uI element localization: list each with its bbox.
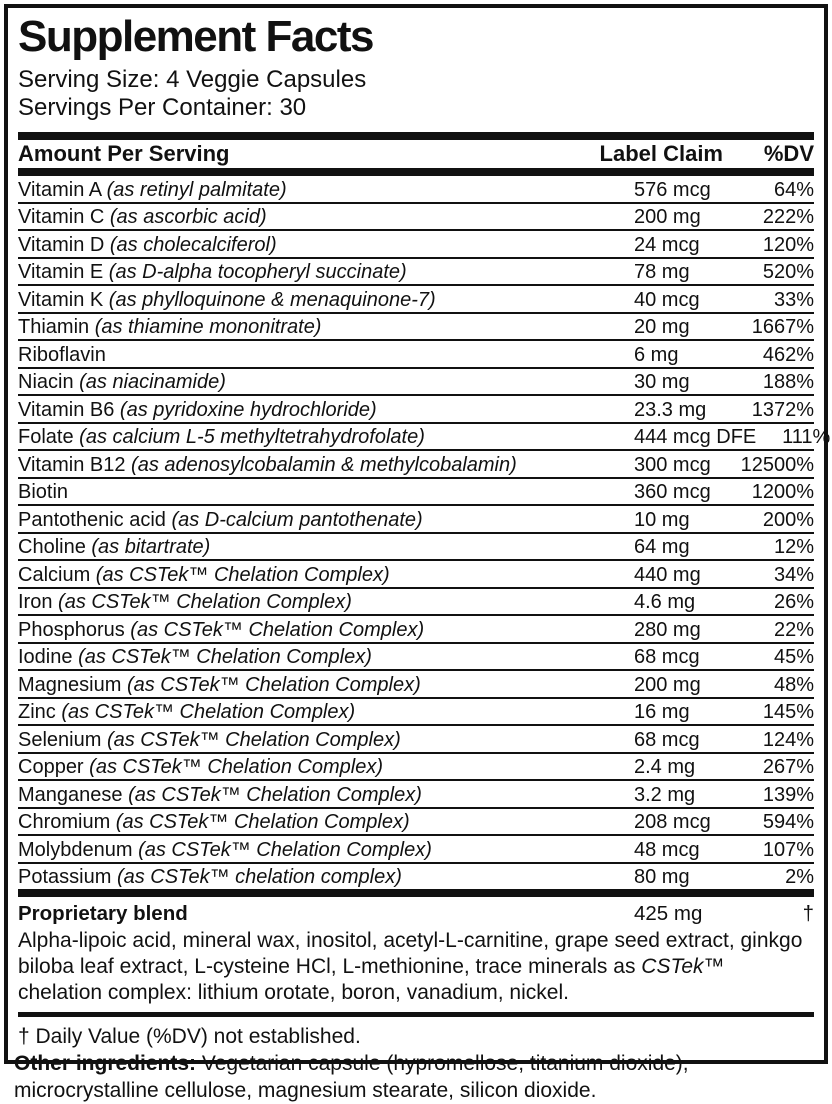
table-row xyxy=(18,809,814,837)
nutrient-name-cell xyxy=(18,535,634,559)
nutrient-name-cell xyxy=(18,590,634,614)
nutrient-amount: 64 mg xyxy=(634,536,690,558)
nutrient-amount: 78 mg xyxy=(634,261,690,283)
nutrient-name-cell xyxy=(18,425,634,449)
serving-size: Serving Size: 4 Veggie Capsules xyxy=(18,66,367,93)
nutrient-dv: 12500% xyxy=(740,453,814,476)
nutrient-source: (as CSTek™ Chelation Complex) xyxy=(126,673,421,696)
nutrient-name-cell xyxy=(18,398,634,422)
nutrient-dv: 26% xyxy=(773,591,814,613)
nutrient-name: Manganese xyxy=(18,783,129,806)
nutrient-amount: 40 mcg xyxy=(634,288,700,311)
nutrient-source: (as cholecalciferol) xyxy=(109,233,277,256)
nutrient-dv: 34% xyxy=(773,563,814,586)
table-header-row xyxy=(18,140,814,168)
nutrient-name: Vitamin E xyxy=(18,261,109,283)
header-label-claim: Label Claim xyxy=(599,141,723,166)
nutrient-name-cell xyxy=(18,838,634,862)
nutrient-amount: 300 mcg xyxy=(634,453,711,476)
nutrient-name: Copper xyxy=(18,756,90,778)
table-row xyxy=(18,231,814,259)
nutrient-name-cell xyxy=(18,563,634,587)
nutrient-amount: 48 mcg xyxy=(634,838,700,861)
table-row xyxy=(18,204,814,232)
nutrient-source: (as bitartrate) xyxy=(91,536,211,558)
nutrient-amount: 23.3 mg xyxy=(634,398,707,421)
nutrient-source: (as CSTek™ Chelation Complex) xyxy=(128,783,422,806)
nutrient-source: (as CSTek™ Chelation Complex) xyxy=(130,618,425,641)
proprietary-blend-row xyxy=(18,897,814,926)
nutrient-amount: 280 mg xyxy=(634,618,701,641)
table-row xyxy=(18,561,814,589)
nutrient-name: Biotin xyxy=(18,481,69,503)
nutrient-source: (as phylloquinone & menaquinone-7) xyxy=(108,288,436,311)
nutrient-amount: 6 mg xyxy=(634,343,679,366)
nutrient-amount: 24 mcg xyxy=(634,233,700,256)
nutrient-source: (as CSTek™ Chelation Complex) xyxy=(95,563,390,586)
nutrient-rows xyxy=(18,176,831,891)
nutrient-name: Zinc xyxy=(18,701,62,723)
nutrient-dv: 594% xyxy=(762,811,814,833)
nutrient-dv: 12% xyxy=(773,536,814,558)
nutrient-source: (as D-alpha tocopheryl succinate) xyxy=(108,261,407,283)
nutrient-name-cell xyxy=(18,783,634,807)
table-row xyxy=(18,864,814,892)
nutrient-name-cell xyxy=(18,865,634,889)
nutrient-source: (as CSTek™ chelation complex) xyxy=(116,866,402,888)
nutrient-name-cell xyxy=(18,178,634,202)
table-row xyxy=(18,506,814,534)
blend-description-pre: Alpha-lipoic acid, mineral wax, inositol, acetyl-L-carnitine, grape seed extract, ginkgo biloba leaf extract, L-cysteine HCl, L-methionine, trace minerals as xyxy=(18,929,803,978)
nutrient-name: Molybdenum xyxy=(18,838,139,861)
table-row xyxy=(18,176,814,204)
nutrient-source: (as adenosylcobalamin & methylcobalamin) xyxy=(131,453,517,476)
nutrient-amount: 576 mcg xyxy=(634,178,711,201)
blend-dv-dagger: † xyxy=(802,902,814,925)
nutrient-source: (as CSTek™ Chelation Complex) xyxy=(138,838,432,861)
nutrient-name: Vitamin B6 xyxy=(18,398,120,421)
table-row xyxy=(18,314,814,342)
nutrient-name-cell xyxy=(18,673,634,697)
nutrient-name: Thiamin xyxy=(18,316,95,338)
nutrient-dv: 1667% xyxy=(751,316,814,338)
table-row xyxy=(18,699,814,727)
nutrient-dv: 111% xyxy=(782,426,831,448)
panel-title: Supplement Facts xyxy=(18,12,373,61)
nutrient-dv: 267% xyxy=(762,756,814,778)
nutrient-name-cell xyxy=(18,755,634,779)
nutrient-name-cell xyxy=(18,453,634,477)
nutrient-amount: 68 mcg xyxy=(634,728,700,751)
nutrient-amount: 360 mcg xyxy=(634,481,711,503)
nutrient-dv: 222% xyxy=(762,206,814,228)
nutrient-name: Magnesium xyxy=(18,673,127,696)
nutrient-source: (as pyridoxine hydrochloride) xyxy=(119,398,377,421)
nutrient-name: Vitamin C xyxy=(18,206,110,228)
daily-value-footnote: † Daily Value (%DV) not established. xyxy=(18,1025,361,1048)
nutrient-source: (as CSTek™ Chelation Complex) xyxy=(61,701,356,723)
blend-description xyxy=(18,928,814,1006)
nutrient-name: Chromium xyxy=(18,811,116,833)
nutrient-source: (as CSTek™ Chelation Complex) xyxy=(58,591,352,613)
table-row xyxy=(18,451,814,479)
nutrient-dv: 2% xyxy=(785,866,814,888)
nutrient-source: (as ascorbic acid) xyxy=(109,206,267,228)
nutrient-name: Vitamin K xyxy=(18,288,109,311)
nutrient-name-cell xyxy=(18,233,634,257)
nutrient-name-cell xyxy=(18,288,634,312)
nutrient-name: Iodine xyxy=(18,646,79,668)
nutrient-amount: 68 mcg xyxy=(634,646,700,668)
nutrient-name: Calcium xyxy=(18,563,96,586)
nutrient-name: Iron xyxy=(18,591,59,613)
nutrient-name-cell xyxy=(18,205,634,229)
nutrient-source: (as CSTek™ Chelation Complex) xyxy=(89,756,383,778)
nutrient-source: (as thiamine mononitrate) xyxy=(94,316,322,338)
table-row xyxy=(18,479,814,507)
nutrient-amount: 208 mcg xyxy=(634,811,711,833)
blend-amount: 425 mg xyxy=(634,902,703,925)
nutrient-name: Potassium xyxy=(18,866,117,888)
nutrient-amount: 3.2 mg xyxy=(634,783,696,806)
table-row xyxy=(18,671,814,699)
nutrient-dv: 188% xyxy=(762,371,814,393)
header-amount-per-serving: Amount Per Serving xyxy=(18,141,230,166)
nutrient-name: Folate xyxy=(18,426,80,448)
blend-name: Proprietary blend xyxy=(18,902,188,925)
nutrient-name: Vitamin D xyxy=(18,233,110,256)
nutrient-dv: 22% xyxy=(773,618,814,641)
nutrient-name: Phosphorus xyxy=(18,618,131,641)
blend-description-trademark: CSTek™ xyxy=(641,955,725,978)
supplement-facts-panel xyxy=(4,4,831,1064)
nutrient-dv: 1372% xyxy=(751,398,814,421)
table-row xyxy=(18,781,814,809)
nutrient-amount: 440 mg xyxy=(634,563,701,586)
nutrient-dv: 33% xyxy=(773,288,814,311)
other-ingredients-label: Other ingredients: xyxy=(14,1052,197,1075)
table-row xyxy=(18,341,814,369)
nutrient-dv: 120% xyxy=(762,233,814,256)
nutrient-source: (as calcium L-5 methyltetrahydrofolate) xyxy=(79,426,425,448)
nutrient-name: Selenium xyxy=(18,728,107,751)
nutrient-name-cell xyxy=(18,645,634,669)
table-row xyxy=(18,424,831,452)
nutrient-name-cell xyxy=(18,728,634,752)
nutrient-dv: 145% xyxy=(762,701,814,723)
nutrient-amount: 200 mg xyxy=(634,206,701,228)
nutrient-name-cell xyxy=(18,480,634,504)
nutrient-name-cell xyxy=(18,508,634,532)
table-row xyxy=(18,726,814,754)
nutrient-dv: 1200% xyxy=(751,481,814,503)
table-row xyxy=(18,754,814,782)
nutrient-name-cell xyxy=(18,618,634,642)
nutrient-amount: 20 mg xyxy=(634,316,690,338)
table-row xyxy=(18,616,814,644)
nutrient-name-cell xyxy=(18,315,634,339)
nutrient-name-cell xyxy=(18,370,634,394)
nutrient-amount: 200 mg xyxy=(634,673,701,696)
nutrient-amount: 10 mg xyxy=(634,508,690,531)
nutrient-dv: 139% xyxy=(762,783,814,806)
servings-per-container: Servings Per Container: 30 xyxy=(18,94,307,121)
table-row xyxy=(18,259,814,287)
blend-description-post: chelation complex: lithium orotate, boron, vanadium, nickel. xyxy=(18,981,569,1004)
nutrient-name: Niacin xyxy=(18,371,80,393)
table-row xyxy=(18,286,814,314)
divider-above-header xyxy=(18,132,814,140)
nutrient-name: Riboflavin xyxy=(18,343,106,366)
nutrient-name-cell xyxy=(18,810,634,834)
nutrient-amount: 16 mg xyxy=(634,701,690,723)
nutrient-name-cell xyxy=(18,260,634,284)
nutrient-name-cell xyxy=(18,700,634,724)
nutrient-amount: 4.6 mg xyxy=(634,591,696,613)
nutrient-source: (as CSTek™ Chelation Complex) xyxy=(78,646,372,668)
nutrient-name: Vitamin B12 xyxy=(18,453,132,476)
nutrient-name: Choline xyxy=(18,536,92,558)
table-row xyxy=(18,836,814,864)
nutrient-amount: 444 mcg DFE xyxy=(634,426,757,448)
table-row xyxy=(18,589,814,617)
nutrient-dv: 45% xyxy=(773,646,814,668)
nutrient-source: (as CSTek™ Chelation Complex) xyxy=(115,811,410,833)
nutrient-source: (as niacinamide) xyxy=(79,371,226,393)
nutrient-name: Vitamin A xyxy=(18,178,107,201)
nutrient-dv: 520% xyxy=(762,261,814,283)
nutrient-dv: 200% xyxy=(762,508,814,531)
table-row xyxy=(18,644,814,672)
nutrient-dv: 124% xyxy=(762,728,814,751)
nutrient-dv: 462% xyxy=(762,343,814,366)
nutrient-source: (as CSTek™ Chelation Complex) xyxy=(106,728,401,751)
nutrient-dv: 64% xyxy=(773,178,814,201)
nutrient-amount: 30 mg xyxy=(634,371,690,393)
other-ingredients-text: Vegetarian capsule (hypromellose, titanium dioxide), microcrystalline cellulose, magnesium stearate, silicon dioxide. xyxy=(14,1052,689,1102)
other-ingredients xyxy=(14,1050,818,1104)
nutrient-amount: 2.4 mg xyxy=(634,756,696,778)
table-row xyxy=(18,369,814,397)
header-percent-dv: %DV xyxy=(763,141,814,166)
nutrient-source: (as D-calcium pantothenate) xyxy=(171,508,423,531)
nutrient-dv: 107% xyxy=(762,838,814,861)
nutrient-name: Pantothenic acid xyxy=(18,508,172,531)
nutrient-amount: 80 mg xyxy=(634,866,690,888)
table-row xyxy=(18,396,814,424)
nutrient-dv: 48% xyxy=(773,673,814,696)
nutrient-name-cell xyxy=(18,343,634,367)
divider-below-header xyxy=(18,168,814,176)
table-row xyxy=(18,534,814,562)
nutrient-source: (as retinyl palmitate) xyxy=(106,178,287,201)
